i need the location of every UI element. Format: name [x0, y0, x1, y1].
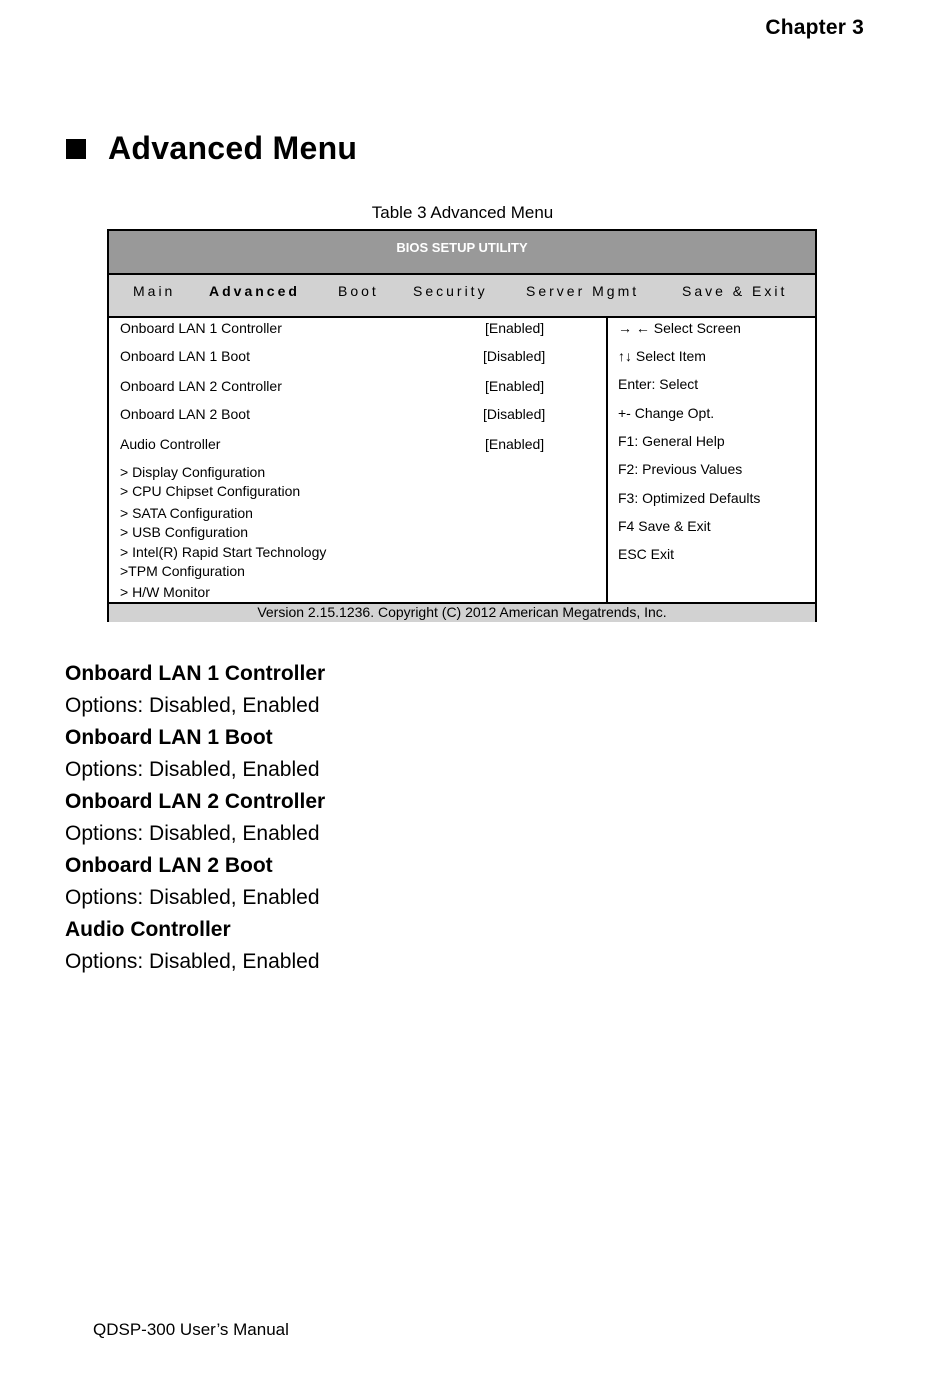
bios-tab-bar: [109, 275, 815, 318]
chapter-heading: Chapter 3: [765, 16, 864, 39]
bios-help-panel: [608, 318, 815, 602]
help-change-opt: +- Change Opt.: [618, 405, 715, 421]
submenu-sata-configuration[interactable]: > SATA Configuration: [120, 505, 253, 521]
bios-version-bar: Version 2.15.1236. Copyright (C) 2012 American Megatrends, Inc.: [109, 602, 815, 622]
bios-screenshot: [107, 229, 817, 622]
help-enter-select: Enter: Select: [618, 376, 699, 392]
description-item: [65, 660, 325, 724]
description-item: [65, 788, 325, 852]
value-onboard-lan1-boot[interactable]: [Disabled]: [483, 348, 546, 364]
description-name: Audio Controller: [65, 918, 231, 941]
bios-options-panel: [109, 318, 608, 602]
value-onboard-lan1-controller[interactable]: [Enabled]: [485, 320, 545, 336]
option-onboard-lan1-controller[interactable]: Onboard LAN 1 Controller: [120, 320, 282, 336]
description-item: [65, 916, 325, 980]
description-options: Options: Disabled, Enabled: [65, 886, 320, 909]
description-options: Options: Disabled, Enabled: [65, 758, 320, 781]
tab-save-exit[interactable]: Save & Exit: [682, 283, 788, 299]
option-onboard-lan1-boot[interactable]: Onboard LAN 1 Boot: [120, 348, 250, 364]
option-audio-controller[interactable]: Audio Controller: [120, 436, 221, 452]
bios-title-bar: BIOS SETUP UTILITY: [109, 231, 815, 275]
help-optimized-defaults: F3: Optimized Defaults: [618, 490, 761, 506]
help-save-exit: F4 Save & Exit: [618, 518, 711, 534]
submenu-intel-rapid-start[interactable]: > Intel(R) Rapid Start Technology: [120, 544, 327, 560]
description-item: [65, 724, 325, 788]
description-name: Onboard LAN 1 Controller: [65, 662, 326, 685]
description-name: Onboard LAN 2 Boot: [65, 854, 273, 877]
page-footer: QDSP-300 User’s Manual: [93, 1320, 289, 1339]
value-audio-controller[interactable]: [Enabled]: [485, 436, 545, 452]
tab-boot[interactable]: Boot: [338, 283, 379, 299]
description-item: [65, 852, 325, 916]
description-options: Options: Disabled, Enabled: [65, 822, 320, 845]
tab-advanced[interactable]: Advanced: [209, 283, 300, 299]
submenu-cpu-chipset-configuration[interactable]: > CPU Chipset Configuration: [120, 483, 301, 499]
description-name: Onboard LAN 2 Controller: [65, 790, 326, 813]
option-descriptions: [65, 660, 325, 980]
description-name: Onboard LAN 1 Boot: [65, 726, 273, 749]
help-select-screen: → ← Select Screen: [618, 320, 741, 336]
help-general-help: F1: General Help: [618, 433, 725, 449]
section-title: Advanced Menu: [108, 130, 358, 166]
tab-server-mgmt[interactable]: Server Mgmt: [526, 283, 640, 299]
option-onboard-lan2-boot[interactable]: Onboard LAN 2 Boot: [120, 406, 250, 422]
value-onboard-lan2-controller[interactable]: [Enabled]: [485, 378, 545, 394]
help-esc-exit: ESC Exit: [618, 546, 675, 562]
table-caption: Table 3 Advanced Menu: [371, 203, 554, 222]
help-previous-values: F2: Previous Values: [618, 461, 743, 477]
submenu-hw-monitor[interactable]: > H/W Monitor: [120, 584, 210, 600]
option-onboard-lan2-controller[interactable]: Onboard LAN 2 Controller: [120, 378, 282, 394]
tab-security[interactable]: Security: [413, 283, 488, 299]
submenu-tpm-configuration[interactable]: >TPM Configuration: [120, 563, 245, 579]
submenu-usb-configuration[interactable]: > USB Configuration: [120, 524, 249, 540]
value-onboard-lan2-boot[interactable]: [Disabled]: [483, 406, 546, 422]
section-heading: [66, 130, 357, 167]
help-select-item: ↑↓ Select Item: [618, 348, 706, 364]
submenu-display-configuration[interactable]: > Display Configuration: [120, 464, 266, 480]
square-bullet-icon: [66, 139, 86, 159]
tab-main[interactable]: Main: [133, 283, 176, 299]
description-options: Options: Disabled, Enabled: [65, 694, 320, 717]
description-options: Options: Disabled, Enabled: [65, 950, 320, 973]
